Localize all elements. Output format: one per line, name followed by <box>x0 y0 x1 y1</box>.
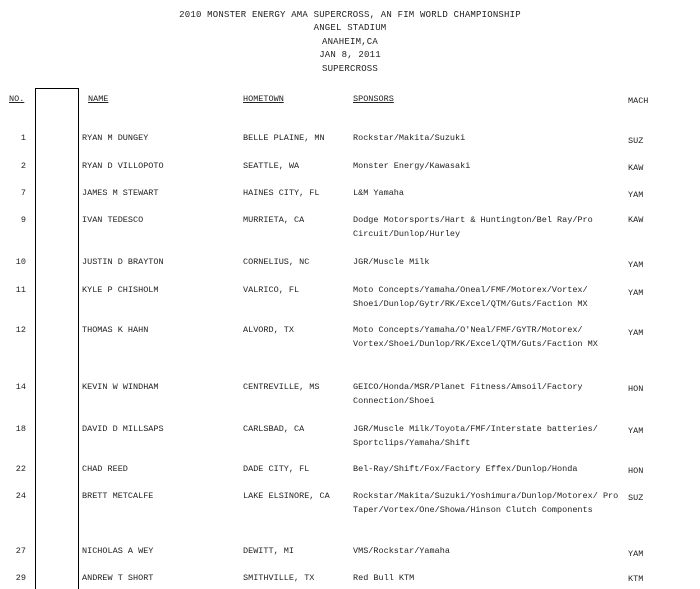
rider-machine: KTM <box>628 574 644 584</box>
rider-machine: HON <box>628 466 644 476</box>
rider-machine: YAM <box>628 190 644 200</box>
rider-name: ANDREW T SHORT <box>82 573 154 583</box>
rider-number: 12 <box>15 325 26 335</box>
rider-sponsors: Moto Concepts/Yamaha/O'Neal/FMF/GYTR/Motorex/ Vortex/Shoei/Dunlop/RK/Excel/QTM/Guts/Faction MX <box>353 325 598 349</box>
rider-sponsors: Dodge Motorsports/Hart & Huntington/Bel Ray/Pro Circuit/Dunlop/Hurley <box>353 215 593 239</box>
box-right-rule <box>78 88 79 589</box>
rider-number: 22 <box>15 464 26 474</box>
rider-name: CHAD REED <box>82 464 128 474</box>
rider-machine: YAM <box>628 288 644 298</box>
rider-hometown: HAINES CITY, FL <box>243 188 320 198</box>
rider-name: RYAN D VILLOPOTO <box>82 161 164 171</box>
title-line-5: SUPERCROSS <box>321 64 378 74</box>
column-header-no: NO. <box>9 94 25 104</box>
rider-hometown: CARLSBAD, CA <box>243 424 305 434</box>
rider-name: JAMES M STEWART <box>82 188 159 198</box>
rider-number: 27 <box>15 546 26 556</box>
rider-sponsors: L&M Yamaha <box>353 188 405 198</box>
rider-number: 2 <box>20 161 26 171</box>
rider-number: 18 <box>15 424 26 434</box>
box-top-rule <box>35 88 78 89</box>
column-header-name: NAME <box>88 94 109 104</box>
rider-hometown: CENTREVILLE, MS <box>243 382 320 392</box>
rider-name: IVAN TEDESCO <box>82 215 144 225</box>
rider-sponsors: Bel-Ray/Shift/Fox/Factory Effex/Dunlop/Honda <box>353 464 578 474</box>
rider-machine: YAM <box>628 426 644 436</box>
rider-number: 9 <box>20 215 26 225</box>
rider-hometown: LAKE ELSINORE, CA <box>243 491 330 501</box>
box-left-rule <box>35 88 36 589</box>
rider-sponsors: GEICO/Honda/MSR/Planet Fitness/Amsoil/Factory Connection/Shoei <box>353 382 583 406</box>
rider-machine: SUZ <box>628 136 644 146</box>
rider-machine: YAM <box>628 260 644 270</box>
rider-sponsors: Moto Concepts/Yamaha/Oneal/FMF/Motorex/Vortex/ Shoei/Dunlop/Gytr/RK/Excel/QTM/Guts/Faction MX <box>353 285 588 309</box>
rider-name: KYLE P CHISHOLM <box>82 285 159 295</box>
column-header-hometown: HOMETOWN <box>243 94 284 104</box>
rider-sponsors: Monster Energy/Kawasaki <box>353 161 471 171</box>
rider-number: 29 <box>15 573 26 583</box>
rider-hometown: VALRICO, FL <box>243 285 300 295</box>
rider-number: 1 <box>20 133 26 143</box>
rider-sponsors: JGR/Muscle Milk/Toyota/FMF/Interstate batteries/ Sportclips/Yamaha/Shift <box>353 424 598 448</box>
rider-number: 14 <box>15 382 26 392</box>
rider-hometown: DADE CITY, FL <box>243 464 310 474</box>
rider-hometown: CORNELIUS, NC <box>243 257 310 267</box>
rider-name: JUSTIN D BRAYTON <box>82 257 164 267</box>
rider-sponsors: VMS/Rockstar/Yamaha <box>353 546 450 556</box>
rider-name: THOMAS K HAHN <box>82 325 149 335</box>
rider-machine: YAM <box>628 328 644 338</box>
rider-number: 7 <box>20 188 26 198</box>
rider-name: BRETT METCALFE <box>82 491 154 501</box>
rider-machine: KAW <box>628 163 644 173</box>
rider-number: 24 <box>15 491 26 501</box>
title-line-2: ANGEL STADIUM <box>313 23 387 33</box>
rider-sponsors: Red Bull KTM <box>353 573 415 583</box>
title-line-3: ANAHEIM,CA <box>321 37 378 47</box>
rider-name: NICHOLAS A WEY <box>82 546 154 556</box>
rider-sponsors: Rockstar/Makita/Suzuki <box>353 133 466 143</box>
rider-hometown: SMITHVILLE, TX <box>243 573 315 583</box>
rider-hometown: ALVORD, TX <box>243 325 295 335</box>
rider-machine: YAM <box>628 549 644 559</box>
rider-name: RYAN M DUNGEY <box>82 133 149 143</box>
rider-number: 11 <box>15 285 26 295</box>
rider-sponsors: Rockstar/Makita/Suzuki/Yoshimura/Dunlop/Motorex/ Pro Taper/Vortex/One/Showa/Hinson Clutch Components <box>353 491 619 515</box>
title-line-1: 2010 MONSTER ENERGY AMA SUPERCROSS, AN FIM WORLD CHAMPIONSHIP <box>179 10 521 20</box>
column-header-sponsors: SPONSORS <box>353 94 394 104</box>
rider-machine: HON <box>628 384 644 394</box>
rider-sponsors: JGR/Muscle Milk <box>353 257 430 267</box>
rider-number: 10 <box>15 257 26 267</box>
rider-name: DAVID D MILLSAPS <box>82 424 164 434</box>
rider-machine: KAW <box>628 215 644 225</box>
title-line-4: JAN 8, 2011 <box>319 50 381 60</box>
rider-hometown: BELLE PLAINE, MN <box>243 133 325 143</box>
column-header-mach: MACH <box>628 96 649 106</box>
rider-hometown: MURRIETA, CA <box>243 215 305 225</box>
rider-hometown: SEATTLE, WA <box>243 161 300 171</box>
rider-name: KEVIN W WINDHAM <box>82 382 159 392</box>
rider-machine: SUZ <box>628 493 644 503</box>
rider-hometown: DEWITT, MI <box>243 546 295 556</box>
